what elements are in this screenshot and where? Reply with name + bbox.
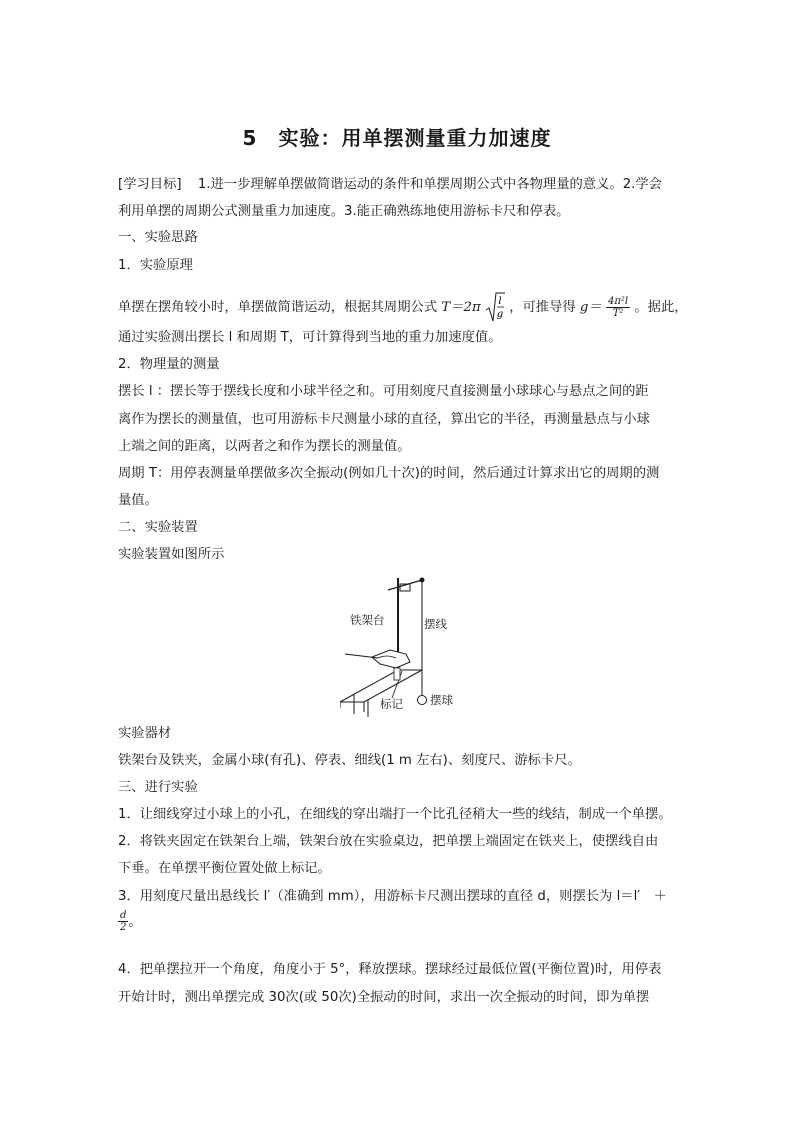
section-heading-2: 二、实验装置 — [118, 520, 198, 535]
label-pendulum-ball: 摆球 — [430, 693, 453, 707]
principle-line-2: 通过实验测出摆长 l 和周期 T，可计算得到当地的重力加速度值。 — [118, 330, 502, 345]
step-2-line-2: 下垂。在单摆平衡位置处做上标记。 — [118, 861, 331, 876]
fraction-4pi2l-over-T2 — [606, 296, 630, 319]
equipment-list: 铁架台及铁夹，金属小球(有孔)、停表、细线(1 m 左右)、刻度尺、游标卡尺。 — [118, 753, 581, 768]
step-3-line-1: 3．用刻度尺量出悬线长 l′（准确到 mm），用游标卡尺测出摆球的直径 d，则摆长为 l＝l′ ＋ — [118, 889, 667, 904]
step-1: 1．让细线穿过小球上的小孔，在细线的穿出端打一个比孔径稍大一些的线结，制成一个单摆。 — [118, 807, 672, 822]
length-paragraph-line-3: 上端之间的距离，以两者之和作为摆长的测量值。 — [118, 439, 411, 454]
sqrt-numerator: l — [498, 296, 502, 307]
step-2-line-1: 2．将铁夹固定在铁架台上端，铁架台放在实验桌边，把单摆上端固定在铁夹上，使摆线自由 — [118, 834, 659, 849]
period-paragraph-line-1: 周期 T：用停表测量单摆做多次全振动(例如几十次)的时间，然后通过计算求出它的周期的测 — [118, 466, 660, 481]
section-heading-3: 三、进行实验 — [118, 780, 198, 795]
label-pendulum-string: 摆线 — [424, 617, 447, 631]
step-3-fraction-line — [118, 910, 142, 933]
fraction-d-over-2 — [118, 910, 128, 933]
label-mark: 标记 — [380, 697, 403, 711]
learning-goal-label: [学习目标] — [118, 177, 182, 192]
sqrt-denominator: g — [496, 309, 504, 320]
learning-goal-line-2: 利用单摆的周期公式测量重力加速度。3.能正确熟练地使用游标卡尺和停表。 — [118, 204, 570, 219]
equipment-title: 实验器材 — [118, 726, 172, 741]
learning-goal-line-1 — [118, 175, 662, 195]
formula-period: T＝2π — [441, 300, 481, 315]
label-iron-stand: 铁架台 — [350, 613, 385, 627]
step-4-line-1: 4．把单摆拉开一个角度，角度小于 5°，释放摆球。摆球经过最低位置(平衡位置)时，用停表 — [118, 962, 662, 977]
sqrt-sign-icon — [485, 292, 505, 322]
sqrt-l-over-g — [485, 292, 505, 322]
setup-caption: 实验装置如图所示 — [118, 547, 225, 562]
pendulum-apparatus-figure — [340, 572, 460, 717]
principle-line-1 — [118, 292, 688, 322]
subheading-principle: 1．实验原理 — [118, 258, 193, 273]
step-3-end: 。 — [128, 914, 142, 930]
fraction-d-denominator: 2 — [120, 922, 127, 933]
period-paragraph-line-2: 量值。 — [118, 493, 158, 508]
principle-text-c: 。据此， — [634, 300, 688, 315]
section-heading-1: 一、实验思路 — [118, 230, 198, 245]
page-title: 5 实验：用单摆测量重力加速度 — [242, 126, 552, 150]
length-paragraph-line-2: 离作为摆长的测量值，也可用游标卡尺测量小球的直径，算出它的半径，再测量悬点与小球 — [118, 412, 650, 427]
formula-g: g＝ — [579, 300, 602, 315]
length-paragraph-line-1: 摆长 l ：摆长等于摆线长度和小球半径之和。可用刻度尺直接测量小球球心与悬点之间的距 — [118, 384, 649, 399]
step-4-line-2: 开始计时，测出单摆完成 30次(或 50次)全振动的时间，求出一次全振动的时间，即为单摆 — [118, 990, 650, 1005]
fraction-denominator: T² — [612, 307, 624, 319]
principle-text-b: ，可推导得 — [509, 300, 576, 315]
principle-text-a: 单摆在摆角较小时，单摆做简谐运动，根据其周期公式 — [118, 300, 438, 315]
fraction-d-numerator: d — [120, 910, 127, 921]
learning-goal-text-1: 1.进一步理解单摆做简谐运动的条件和单摆周期公式中各物理量的意义。2.学会 — [197, 177, 662, 192]
subheading-measurement: 2．物理量的测量 — [118, 357, 220, 372]
fraction-numerator: 4π²l — [607, 295, 629, 307]
